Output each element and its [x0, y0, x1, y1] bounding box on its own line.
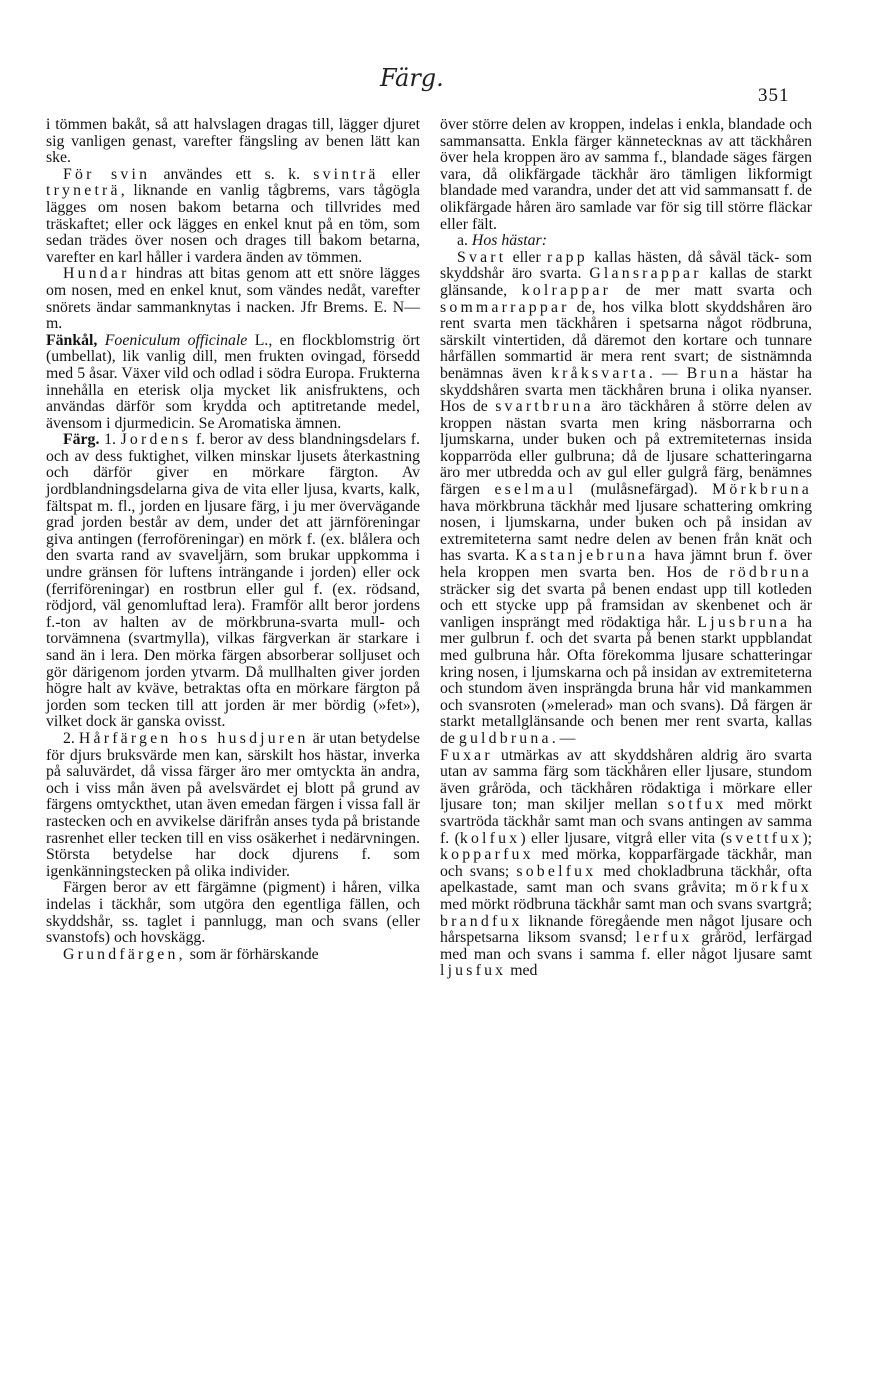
- text-run: med chokladbruna täckhår, ofta apelkastade, samt man och svans gråvita;: [440, 862, 813, 897]
- paragraph-harfargen: [46, 731, 420, 880]
- spaced-term: Fuxar: [440, 746, 493, 764]
- page-number: 351: [758, 85, 790, 106]
- entry-headword: Fänkål,: [46, 331, 98, 349]
- entry-farg: [46, 432, 420, 731]
- text-run: med: [506, 962, 538, 980]
- spaced-term: svinträ: [313, 165, 379, 183]
- text-run: i tömmen bakåt, så att halvslagen dragas till, lägger djuret sig vanligen genast, varefter fängsling av benen lätt kan ske.: [46, 116, 420, 167]
- text-run: );: [802, 829, 812, 847]
- text-run: (mulåsnefärgad).: [576, 481, 713, 499]
- page-header: [0, 60, 896, 108]
- spaced-term: sobelfux: [516, 862, 597, 880]
- text-run: hava jämnt brun f. över hela kroppen men svarta ben. Hos de: [440, 547, 813, 582]
- text-run: de mer matt svarta och: [611, 281, 812, 299]
- text-run: hästar ha skyddshåren svarta men täckhåren bruna i olika nyanser. Hos de: [440, 364, 812, 416]
- spaced-term: Glansrappar: [589, 265, 702, 283]
- text-run: hindras att bitas genom att ett snöre lägges om nosen, med en enkel knut, som vändes nedåt, varefter snörets ändar sammanknytas i nacken. Jfr Brems. E. N—m.: [46, 265, 420, 333]
- text-run: äro täckhåren å större delen av kroppen nästan svarta men kring näsborrarna och ljumskarna, under buken och på extremiteternas insida kopparröda eller gulbruna; då de ljusare schatteringarna äro mer utbredda och av gul eller gulgrå färg, benämnes färgen: [440, 398, 812, 499]
- spaced-term: Svart: [457, 248, 507, 266]
- spaced-term: brandfux: [440, 912, 523, 930]
- paragraph-grundfargen: [46, 947, 420, 964]
- text-run: över större delen av kroppen, indelas i enkla, blandade och sammansatta. Enkla färger kännetecknas av att täckhåren över hela kroppen äro av samma f., blandade säges färgen vara, då olikfärgade täckhår äro tämligen likformigt blandade med varandra, under det att vid sammansatt f. de olikfärgade håren äro samlade var för sig till större fläckar eller fält.: [440, 116, 812, 233]
- spaced-term: svettfux: [725, 829, 803, 847]
- spaced-term: rapp: [547, 248, 588, 266]
- text-run: eller: [506, 248, 547, 266]
- spaced-term: Mörkbruna: [712, 481, 812, 499]
- text-run: med mörkt rödbruna täckhår samt man och svans svartgrå;: [440, 895, 812, 913]
- spaced-term: sommarrappar: [440, 298, 570, 316]
- spaced-term: Ljusbruna: [697, 613, 791, 631]
- spaced-term: svartbruna: [495, 398, 594, 416]
- text-run: hava mörkbruna täckhår med ljusare schattering omkring nosen, i ljumskarna, under buken och på insidan av extremiteterna samt nedre delen av benen från knät och has svarta.: [440, 497, 812, 565]
- spaced-term: kråksvarta: [551, 364, 649, 382]
- entry-fankal: [46, 333, 420, 433]
- spaced-term: Hundar: [63, 265, 130, 283]
- subheading-hastar: [440, 233, 812, 250]
- paragraph-hundar: [46, 266, 420, 332]
- paragraph-svin: [46, 167, 420, 267]
- latin-name: Foeniculum officinale: [104, 331, 248, 349]
- paragraph-indelning: [440, 117, 812, 233]
- text-run: , liknande en vanlig tågbrems, vars tågögla lägges om nosen bakom betarna och tillvrides med träskaftet; eller ock lägges en enkel knut på en töm, som sedan trädes över nosen och drages till bakom betarna, varefter en karl håller i vardera änden av tömmen.: [46, 182, 420, 266]
- text-run: Hos hästar:: [471, 232, 547, 250]
- spaced-term: Kastanjebruna: [515, 547, 649, 565]
- spaced-term: Bruna: [686, 364, 742, 382]
- spaced-term: kopparfux: [440, 846, 534, 864]
- text-run: ha mer gulbrun f. och det svarta på benen starkt uppblandat med gulbruna hår. Ofta förekomma ljusare schatteringar kring nosen, i ljumskarna och på insidan av extremiteterna och stundom även insprängda bruna hår vid mankammen och svansroten (»melerad» man och svans). Då färgen är starkt metallglänsande och benen mer rent svarta, kallas de: [440, 613, 812, 747]
- text-run: gråröd, lerfärgad med man och svans i samma f. eller något ljusare samt: [440, 929, 812, 963]
- spaced-term: rödbruna: [729, 564, 812, 582]
- spaced-term: Jordens: [120, 431, 192, 449]
- text-run: med mörka, kopparfärgade täckhår, man och svans;: [440, 846, 812, 880]
- text-run: användes ett s. k.: [150, 165, 314, 183]
- spaced-term: ljusfux: [440, 962, 507, 980]
- handwritten-note: Färg.: [380, 64, 444, 92]
- spaced-term: tryneträ: [46, 182, 121, 200]
- text-run: 1.: [99, 431, 121, 449]
- text-run: a.: [457, 232, 472, 250]
- spaced-term: eselmaul: [494, 481, 577, 499]
- text-run: utmärkas av att skyddshåren aldrig äro svarta utan av samma färg som täckhåren eller ljusare, stundom även gråröda, och täckhåren rödaktiga i mörkare eller ljusare ton; man skiljer mellan: [440, 746, 812, 814]
- spaced-term: guldbruna: [458, 729, 552, 747]
- text-run: är utan betydelse för djurs bruksvärde men kan, särskilt hos hästar, inverka på saluvärdet, då vissa färger äro mer omtyckta än andra, och i viss mån även på avelsvärdet ej blott på grund av färgens omtyckthet, utan även emedan färgen i vissa fall är rastecken och en avvikelse därifrån anses tyda på bristande rasrenhet eller tecken till en viss osäkerhet i nedärvningen. Största betydelse har dock djurens f. som igenkänningstecken på olika individer.: [46, 729, 420, 880]
- right-column: [440, 117, 812, 980]
- spaced-term: sotfux: [667, 796, 727, 814]
- spaced-term: mörkfux: [735, 879, 812, 897]
- text-run: liknande föregående men något ljusare och hårspetsarna liksom svansd;: [440, 912, 812, 947]
- text-run: som är förhärskande: [185, 945, 319, 963]
- text-run: Färgen beror av ett färgämne (pigment) i håren, vilka indelas i täckhår, som utgöra den egentliga fällen, och skyddshår, ss. taglet i pannlugg, man och svans (eller svanstofs) och hovskägg.: [46, 879, 420, 947]
- text-run: ) eller ljusare, vitgrå eller vita (: [520, 829, 726, 847]
- text-run: kallas de starkt glänsande,: [440, 265, 813, 299]
- paragraph-tommen: [46, 117, 420, 167]
- spaced-term: kolrappar: [521, 281, 612, 299]
- paragraph-svart-bruna: [440, 250, 812, 748]
- text-run: de, hos vilka blott skyddshåren äro rent svarta men täckhåren i spetsarna något rödbruna, särskilt vintertiden, då däremot den kortare och tunnare hårfällen sommartid är mera rent svart; de sistnämnda benämnas även: [440, 298, 812, 382]
- spaced-term: Grundfärgen,: [63, 945, 186, 963]
- text-run: L., en flockblomstrig ört (umbellat), lik vanlig dill, men frukten ovingad, försedd med 5 åsar. Växer vild och odlad i södra Europa. Frukterna innehålla en eterisk olja mycket lik anisfruktens, och användas därför som krydda och aptitretande medel, ävensom i djurmedicin. Se Aromatiska ämnen.: [46, 331, 420, 432]
- text-run: . —: [551, 729, 576, 747]
- text-run: med mörkt svartröda täckhår samt man och svans antingen av samma f. (: [440, 796, 812, 847]
- paragraph-pigment: [46, 880, 420, 946]
- spaced-term: kolfux: [459, 829, 521, 847]
- spaced-term: För svin: [63, 165, 151, 183]
- text-run: eller: [378, 165, 420, 183]
- text-run: . —: [648, 364, 687, 382]
- spaced-term: Hårfärgen hos husdjuren: [78, 729, 309, 747]
- text-run: 2.: [63, 729, 79, 747]
- left-column: [46, 117, 420, 963]
- text-run: kallas hästen, då såväl täck- som skyddshår äro svarta.: [440, 248, 812, 283]
- spaced-term: lerfux: [635, 929, 693, 947]
- text-run: f. beror av dess blandningsdelars f. och av dess fuktighet, vilken minskar ljusets återkastning och därför giver en mörkare färgton. Av jordblandningsdelarna giva de vita eller ljusa, kvarts, kalk, fältspat m. fl., jorden en ljusare färg, i ju mer övervägande grad jorden består av dem, under det att järnföreningar giva antingen (ferroföreningar) en mörk f. (ex. blålera och den svarta rand av svaveljärn, som brukar uppkomma i undre gränsen för luftens inträngande i jorden) eller ock (ferriföreningar) en rostbrun eller gul f. (ex. rödsand, rödjord, väl genomluftad lera). Framför allt beror jordens f.-ton av halten av de mörkbruna-svarta mull- och torvämnena (svartmylla), vilkas färgverkan är starkare i sand än i lera. Den mörka färgen absorberar solljuset och gör därigenom jorden ytvarm. Då mullhalten giver jorden högre halt av kväve, betraktas ofta en mörkare färgton på jorden som tecken till att jorden är mer bördig (»fet»), vilket dock är ganska ovisst.: [46, 431, 420, 731]
- paragraph-fuxar: [440, 748, 812, 980]
- entry-headword: Färg.: [63, 431, 100, 449]
- text-run: sträcker sig det svarta på benen endast upp till kotleden och ett stycke upp på framsidan av skenbenet och är vanligen insprängt med rödaktiga hår.: [440, 580, 812, 631]
